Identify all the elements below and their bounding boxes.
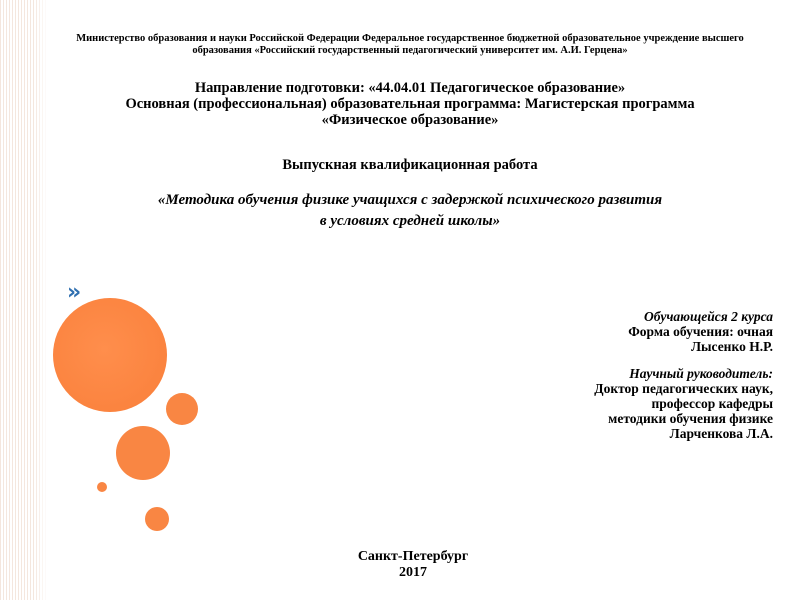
supervisor-title: Научный руководитель: (629, 366, 773, 381)
ministry-header (40, 33, 780, 57)
ministry-line-2: образования «Российский государственный педагогический университет им. А.И. Герцена» (192, 45, 628, 56)
decorative-circle-tiny (97, 482, 107, 492)
supervisor-degree: Доктор педагогических наук, (594, 381, 773, 396)
decorative-circle-medium (116, 426, 170, 480)
student-block (628, 309, 773, 354)
decorative-circle-small (166, 393, 198, 425)
thesis-theme (60, 190, 760, 232)
ministry-line-1: Министерство образования и науки Российской Федерации Федеральное государственное бюджетной образовательное учреждение высшего (76, 33, 744, 44)
supervisor-department: методики обучения физике (608, 411, 773, 426)
student-course: Обучающейся 2 курса (644, 309, 773, 324)
program-line-2: «Физическое образование» (321, 112, 499, 128)
program-block (40, 80, 780, 128)
direction-line: Направление подготовки: «44.04.01 Педагогическое образование» (194, 80, 626, 96)
footer-block (263, 549, 563, 581)
theme-line-2: в условиях средней школы» (319, 213, 501, 229)
supervisor-position: профессор кафедры (651, 396, 773, 411)
supervisor-block (594, 366, 773, 441)
decorative-circle-small-2 (145, 507, 169, 531)
double-chevron-icon: » (67, 280, 82, 305)
decorative-circle-large (53, 298, 167, 412)
student-form: Форма обучения: очная (628, 324, 773, 339)
supervisor-name: Ларченкова Л.А. (669, 426, 773, 441)
student-name: Лысенко Н.Р. (690, 339, 773, 354)
work-type: Выпускная квалификационная работа (282, 157, 538, 173)
program-line-1: Основная (профессиональная) образовательная программа: Магистерская программа (125, 96, 695, 112)
theme-line-1: «Методика обучения физике учащихся с задержкой психического развития (157, 192, 663, 208)
city-label: Санкт-Петербург (357, 549, 469, 564)
year-label: 2017 (399, 565, 427, 580)
